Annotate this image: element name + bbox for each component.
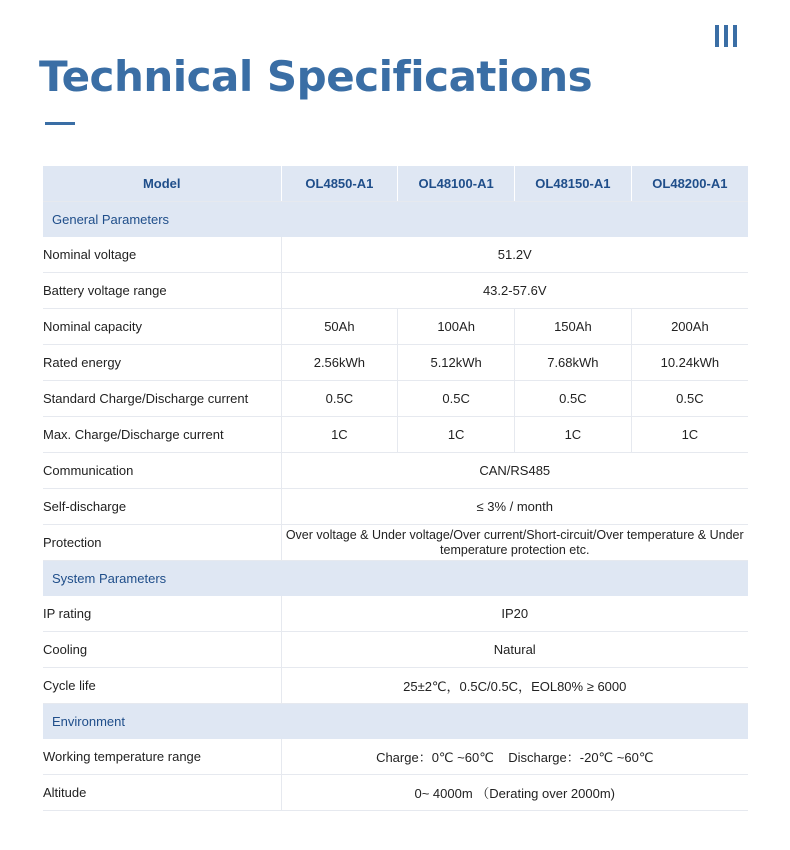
table-row	[43, 417, 748, 453]
row-value: 1C	[631, 417, 748, 453]
row-value: 0.5C	[281, 381, 398, 417]
header-model-3: OL48150-A1	[515, 166, 632, 202]
row-label: Standard Charge/Discharge current	[43, 381, 281, 417]
row-label: Max. Charge/Discharge current	[43, 417, 281, 453]
bars-icon[interactable]	[715, 25, 737, 47]
row-value: Charge：0℃ ~60℃ Discharge：-20℃ ~60℃	[281, 739, 748, 775]
row-value: 25±2℃，0.5C/0.5C，EOL80% ≥ 6000	[281, 668, 748, 704]
row-label: Communication	[43, 453, 281, 489]
row-label: Working temperature range	[43, 739, 281, 775]
table-row	[43, 237, 748, 273]
row-label: Cooling	[43, 632, 281, 668]
header-model-label: Model	[43, 166, 281, 202]
row-label: Cycle life	[43, 668, 281, 704]
row-value: 150Ah	[515, 309, 632, 345]
row-label: Self-discharge	[43, 489, 281, 525]
row-value: IP20	[281, 596, 748, 632]
table-row	[43, 453, 748, 489]
row-value: Natural	[281, 632, 748, 668]
row-value: 0.5C	[515, 381, 632, 417]
table-row	[43, 489, 748, 525]
row-label: Rated energy	[43, 345, 281, 381]
row-value: 50Ah	[281, 309, 398, 345]
table-row	[43, 775, 748, 811]
bar-3	[733, 25, 737, 47]
row-value: Over voltage & Under voltage/Over current/Short-circuit/Over temperature & Under temperature protection etc.	[281, 525, 748, 561]
row-label: Nominal capacity	[43, 309, 281, 345]
row-value: 51.2V	[281, 237, 748, 273]
row-value: 0.5C	[631, 381, 748, 417]
row-value: ≤ 3% / month	[281, 489, 748, 525]
table-row	[43, 632, 748, 668]
bar-2	[724, 25, 728, 47]
row-label: Battery voltage range	[43, 273, 281, 309]
section-title-system: System Parameters	[43, 561, 748, 597]
table-row	[43, 273, 748, 309]
table-row	[43, 668, 748, 704]
row-value: 2.56kWh	[281, 345, 398, 381]
table-row	[43, 525, 748, 561]
section-row	[43, 202, 748, 238]
table-row	[43, 596, 748, 632]
header-model-2: OL48100-A1	[398, 166, 515, 202]
header-model-4: OL48200-A1	[631, 166, 748, 202]
row-value: 10.24kWh	[631, 345, 748, 381]
row-label: Altitude	[43, 775, 281, 811]
row-value: CAN/RS485	[281, 453, 748, 489]
specifications-table	[43, 166, 748, 811]
table-header-row	[43, 166, 748, 202]
title-underline	[45, 122, 75, 125]
row-value: 0~ 4000m （Derating over 2000m)	[281, 775, 748, 811]
table-row	[43, 381, 748, 417]
row-value: 43.2-57.6V	[281, 273, 748, 309]
table-row	[43, 309, 748, 345]
section-title-environment: Environment	[43, 704, 748, 740]
row-label: IP rating	[43, 596, 281, 632]
row-value: 1C	[281, 417, 398, 453]
page-title: Technical Specifications	[39, 52, 593, 101]
section-row	[43, 561, 748, 597]
header-model-1: OL4850-A1	[281, 166, 398, 202]
row-value: 7.68kWh	[515, 345, 632, 381]
row-value: 5.12kWh	[398, 345, 515, 381]
row-value: 1C	[515, 417, 632, 453]
row-label: Nominal voltage	[43, 237, 281, 273]
row-label: Protection	[43, 525, 281, 561]
row-value: 100Ah	[398, 309, 515, 345]
section-row	[43, 704, 748, 740]
table-row	[43, 345, 748, 381]
bar-1	[715, 25, 719, 47]
row-value: 200Ah	[631, 309, 748, 345]
row-value: 1C	[398, 417, 515, 453]
row-value: 0.5C	[398, 381, 515, 417]
table-row	[43, 739, 748, 775]
section-title-general: General Parameters	[43, 202, 748, 238]
